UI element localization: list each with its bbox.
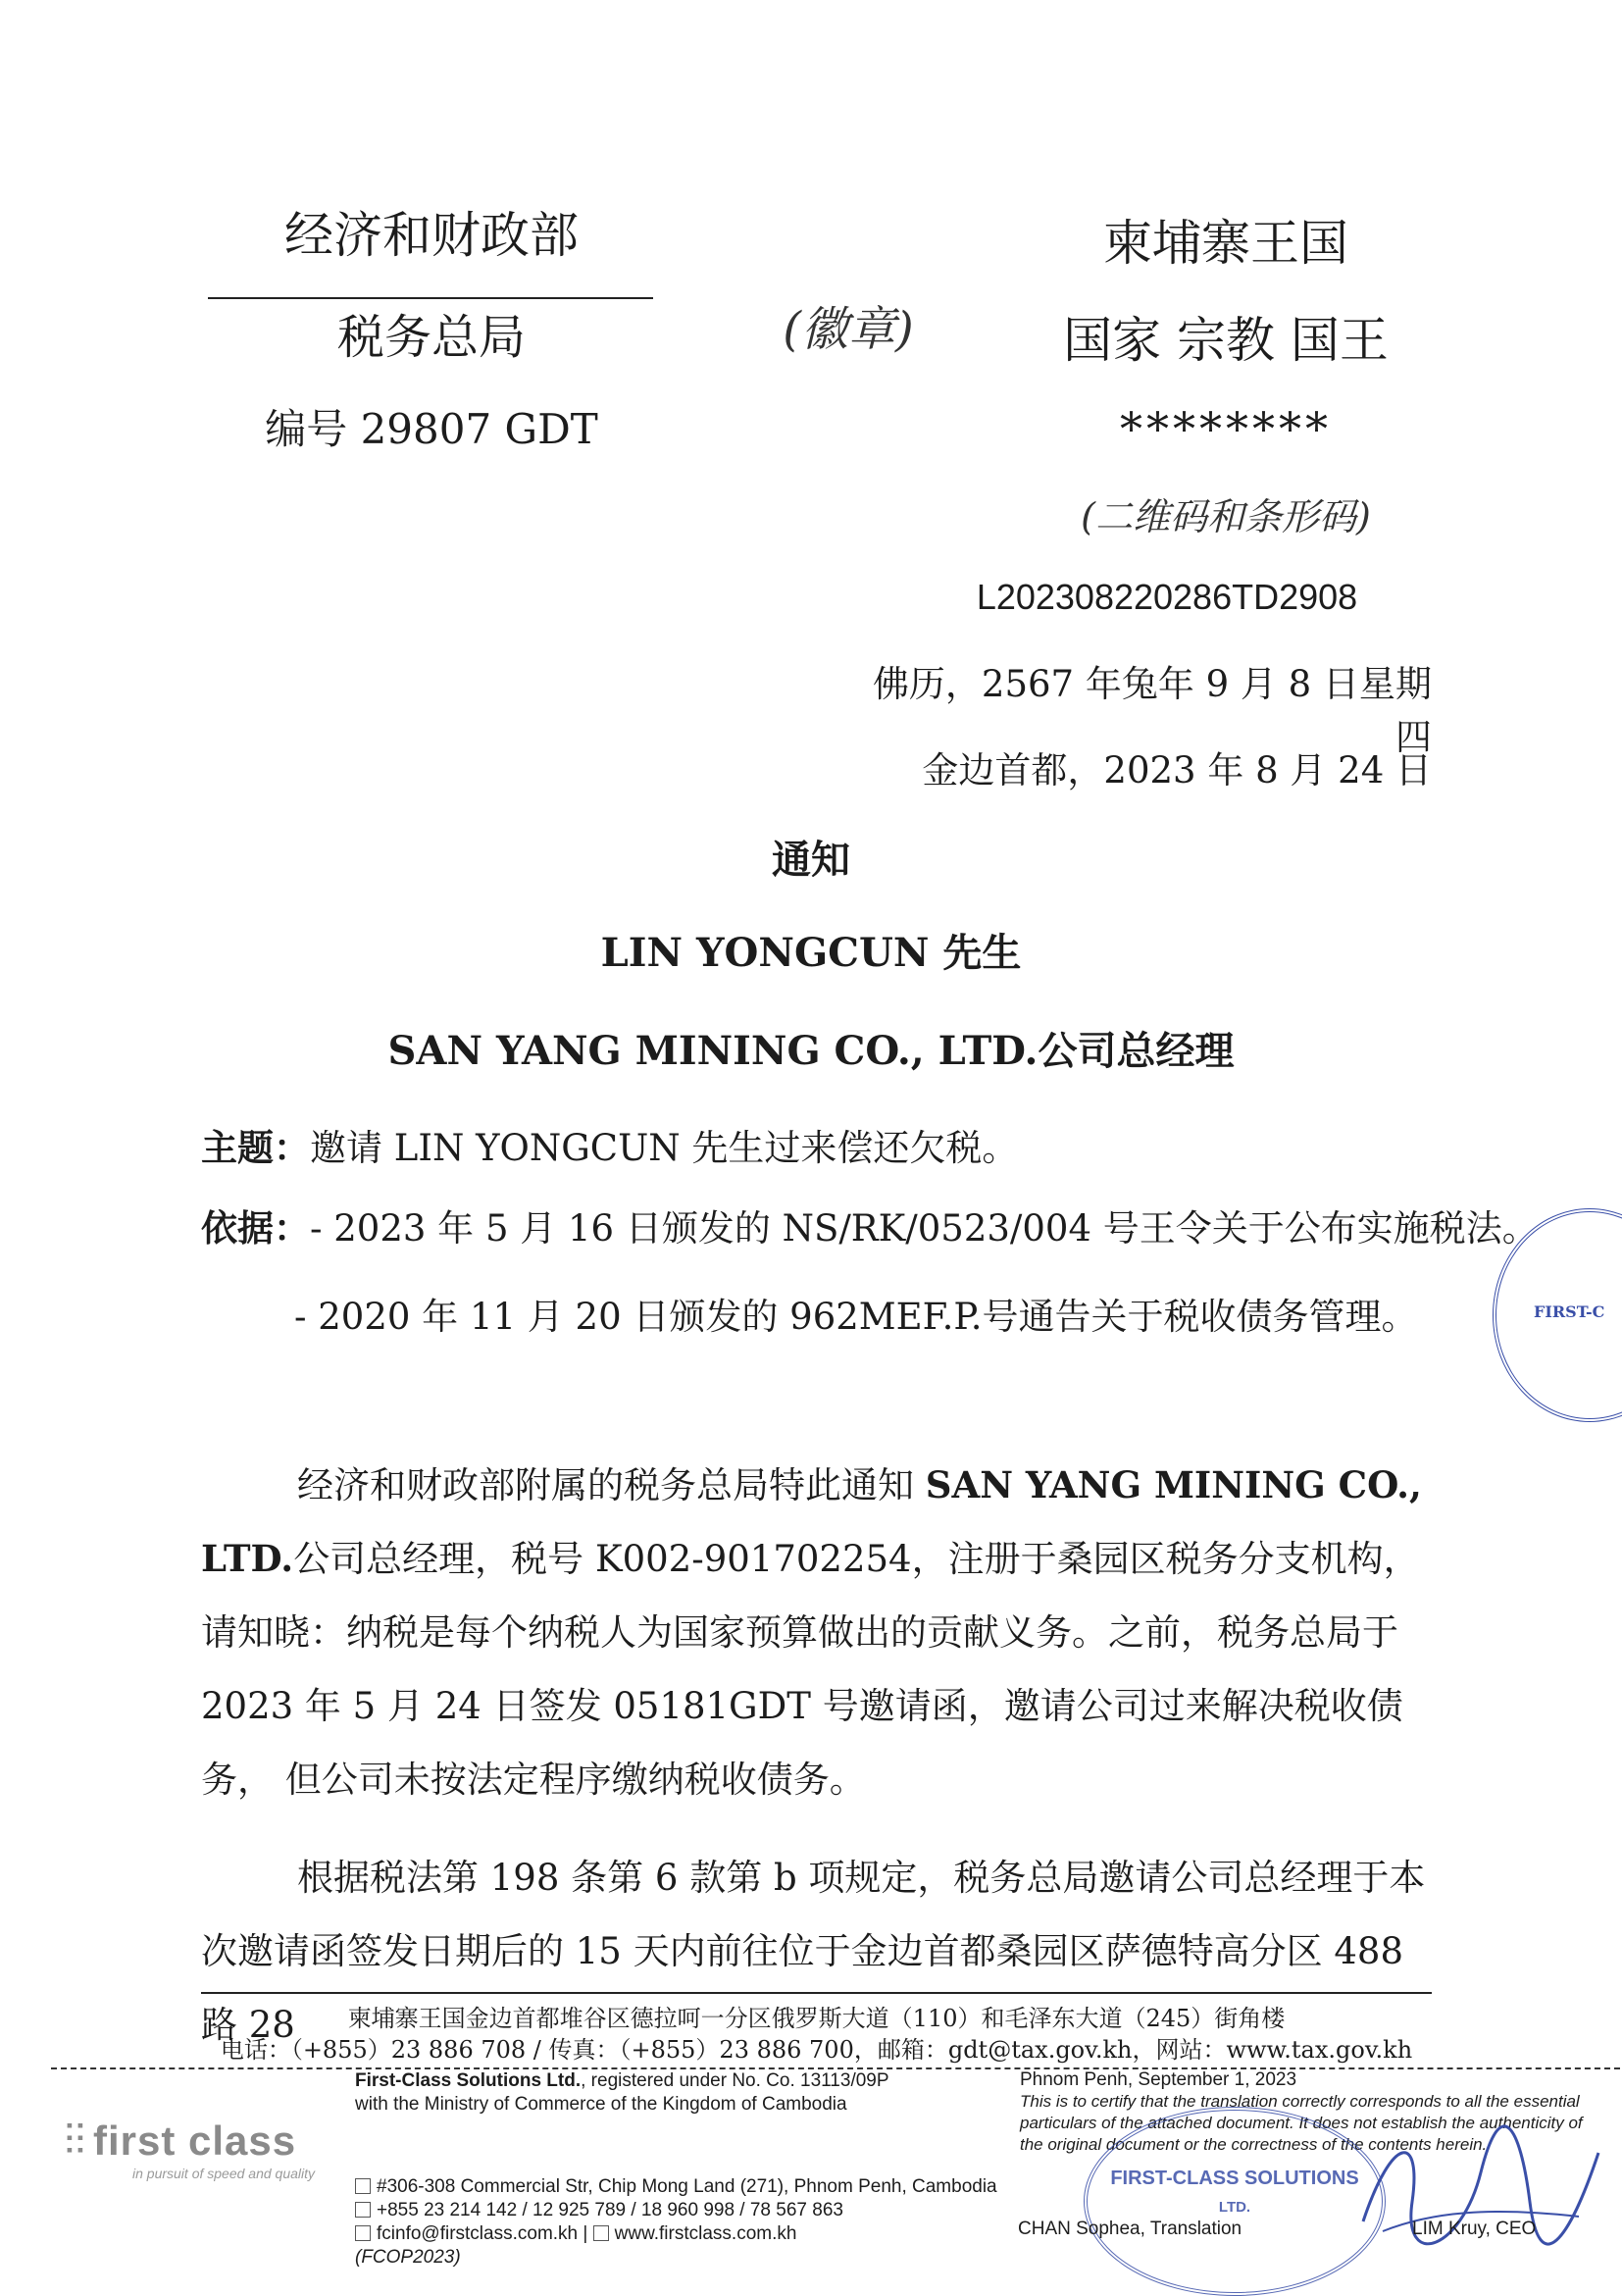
lunar-date: 佛历，2567 年兔年 9 月 8 日星期四 [872, 663, 1432, 758]
website-text: www.firstclass.com.kh [614, 2223, 797, 2244]
document-code: L202308220286TD2908 [976, 577, 1358, 617]
translation-seal [1084, 2107, 1386, 2296]
footer-address: 柬埔寨王国金边首都堆谷区德拉呵一分区俄罗斯大道（110）和毛泽东大道（245）街角楼 [347, 2005, 1286, 2032]
email-text: fcinfo@firstclass.com.kh [377, 2223, 579, 2244]
translator-address: #306-308 Commercial Str, Chip Mong Land (271), Phnom Penh, Cambodia +855 23 214 142 / 12 925 789 / 18 960 998 / 78 567 863 fcinfo@firstclass.com.kh | www.firstclass.com.kh (FCOP2023) [355, 2176, 997, 2268]
footer-contact: 电话：（+855）23 886 708 / 传真：（+855）23 886 700，邮箱：gdt@tax.gov.kh，网站：www.tax.gov.kh [220, 2036, 1413, 2064]
signer-translator: CHAN Sophea, Translation [1018, 2219, 1242, 2239]
signer-ceo: LIM Kruy, CEO [1412, 2219, 1537, 2239]
place-date: Phnom Penh, September 1, 2023 [1020, 2069, 1297, 2090]
logo-tagline: in pursuit of speed and quality [132, 2166, 316, 2181]
decorative-stars: ******** [1120, 402, 1332, 455]
notice-body [201, 1449, 1432, 2062]
emblem-placeholder: (徽章) [783, 302, 914, 357]
phone-icon [355, 2202, 371, 2218]
kingdom-name: 柬埔寨王国 [1103, 215, 1348, 272]
translator-company [355, 2069, 963, 2117]
body-paragraph: 根据税法第 198 条第 6 款第 b 项规定，税务总局邀请公司总经理于本次邀请函签发日期后的 15 天内前往位于金边首都桑园区萨德特高分区 488 路 28 [201, 1857, 1426, 2046]
qr-barcode-note: (二维码和条形码) [1081, 495, 1371, 538]
phones-text: +855 23 214 142 / 12 925 789 / 18 960 998 / 78 567 863 [377, 2200, 843, 2220]
company-title: SAN YANG MINING CO., LTD.公司总经理 [387, 1028, 1235, 1074]
subject-label: 主题： [201, 1126, 310, 1169]
logo-mark-icon: ⫶⫶ [64, 2117, 85, 2165]
national-motto: 国家 宗教 国王 [1063, 312, 1389, 369]
location-icon [355, 2178, 371, 2194]
notice-title: 通知 [772, 837, 850, 883]
address-text: #306-308 Commercial Str, Chip Mong Land (271), Phnom Penh, Cambodia [377, 2176, 997, 2197]
logo-name: first class [93, 2117, 297, 2164]
stamp-text: LTD. [1218, 2199, 1251, 2216]
basis-line [201, 1199, 1539, 1251]
stamp-text: FIRST-C [1534, 1302, 1605, 1321]
basis-item: - 2023 年 5 月 16 日颁发的 NS/RK/0523/004 号王令关于公布实施税法。 [310, 1207, 1539, 1250]
city-date: 金边首都，2023 年 8 月 24 日 [922, 749, 1432, 791]
body-paragraph [201, 1449, 1432, 1816]
registration: , registered under No. Co. 13113/09P [581, 2070, 889, 2091]
basis-item: - 2020 年 11 月 20 日颁发的 962MEF.P.号通告关于税收债务管理。 [294, 1296, 1418, 1338]
subject-line [201, 1118, 1018, 1171]
reference-number: 编号 29807 GDT [265, 405, 598, 453]
translator-logo [64, 2117, 358, 2181]
subject-text: 邀请 LIN YONGCUN 先生过来偿还欠税。 [310, 1127, 1019, 1169]
stamp-text: FIRST-CLASS SOLUTIONS [1110, 2168, 1359, 2189]
basis-label: 依据： [201, 1206, 310, 1250]
body-lead: 经济和财政部附属的税务总局特此通知 [297, 1464, 926, 1506]
body-company: SAN YANG MINING CO., LTD. [201, 1463, 1422, 1580]
body-text: 公司总经理，税号 K002-901702254，注册于桑园区税务分支机构，请知晓：纳税是每个纳税人为国家预算做出的贡献义务。之前，税务总局于 2023 年 5 月 24 日签发 05181GDT 号邀请函，邀请公司过来解决税收债务， 但公司未按法定程序缴纳税收债务。 [201, 1538, 1420, 1801]
company-name: First-Class Solutions Ltd. [355, 2070, 582, 2091]
ministry-line: with the Ministry of Commerce of the Kingdom of Cambodia [355, 2094, 847, 2115]
ministry-name: 经济和财政部 [284, 207, 579, 264]
department-name: 税务总局 [336, 310, 526, 365]
web-icon [593, 2225, 609, 2241]
footer-divider [201, 1992, 1432, 1994]
recipient-name: LIN YONGCUN 先生 [600, 930, 1022, 976]
form-code: (FCOP2023) [355, 2247, 461, 2268]
email-icon [355, 2225, 371, 2241]
certification-text: This is to certify that the translation correctly corresponds to all the essential particulars of the attached document. It does not establish the authenticity of the original document or the correctness of the contents herein. [1020, 2092, 1583, 2154]
